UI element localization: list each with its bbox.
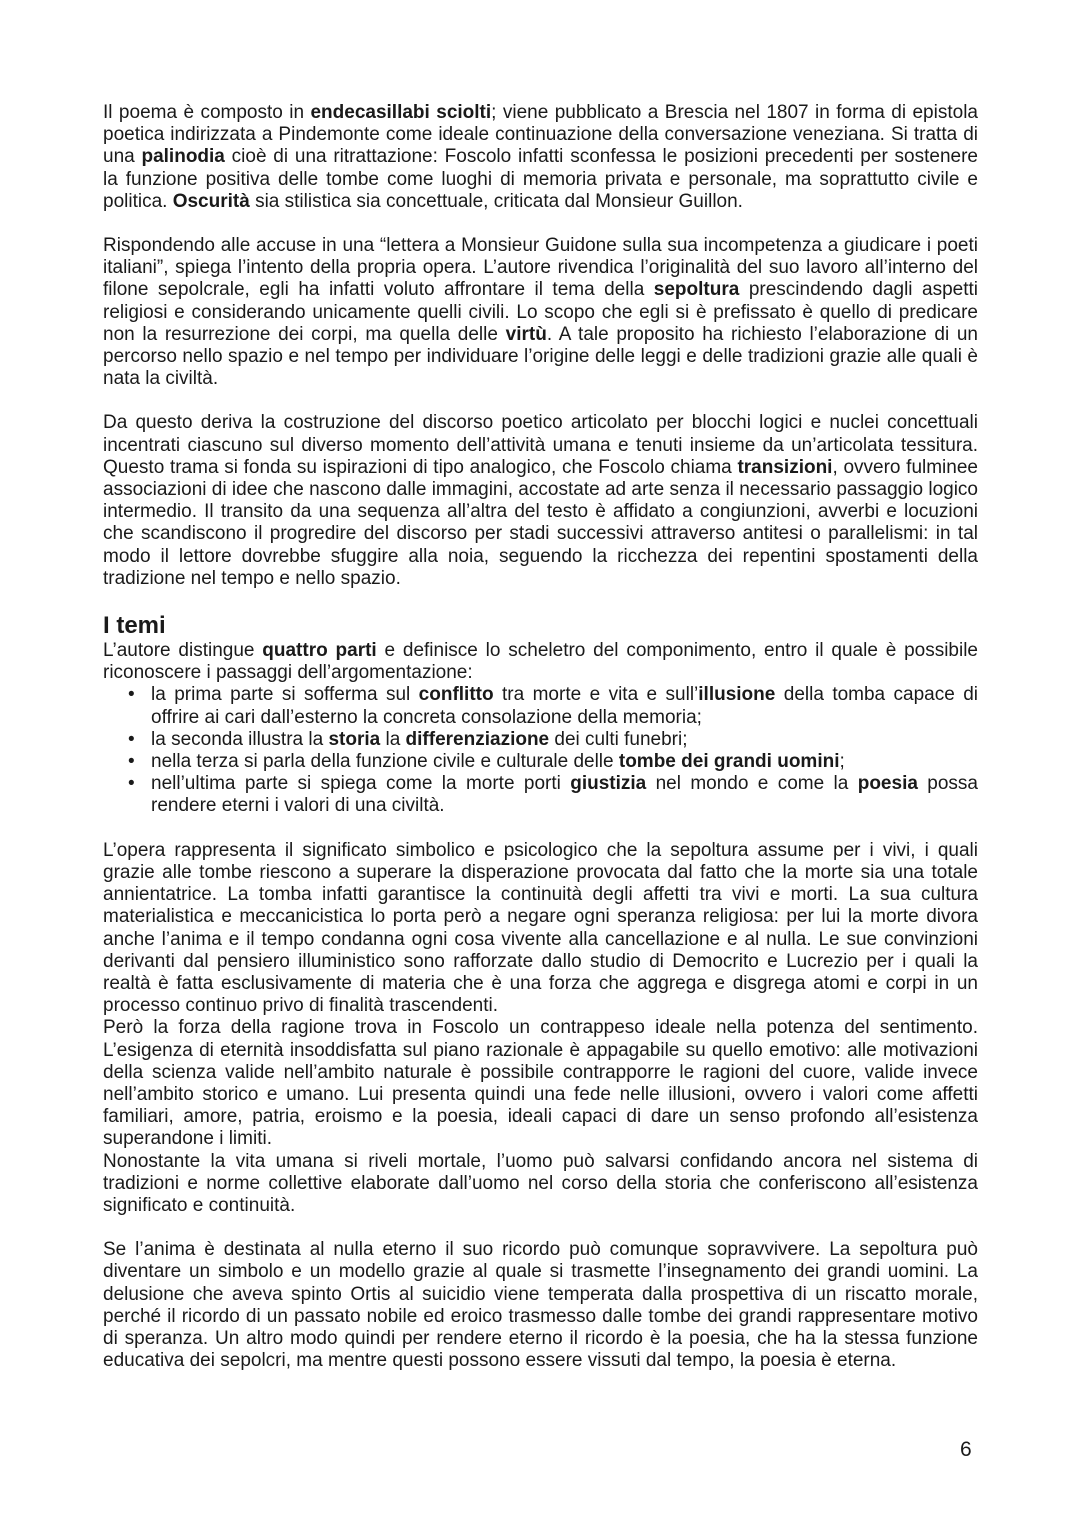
text: Rispondendo alle accuse in una “lettera a Monsieur Guidone sulla sua incompetenza a giudicare i poeti italiani”, spiega l’intento della propria opera. L’autore rivendica l’originalità del suo lavoro all’interno del filone sepolcrale, egli ha infatti voluto affrontare il tema della [103,235,978,301]
bold-term: quattro parti [262,640,377,662]
bold-term: poesia [857,773,918,795]
bold-term: palinodia [141,146,225,168]
bold-term: differenziazione [405,728,550,750]
text: . A tale proposito ha richiesto l’elaborazione di un percorso nello spazio e nel tempo per individuare l’origine delle leggi e delle tradizioni grazie alle quali è nata la civiltà. [103,323,979,390]
paragraph-memory: Se l’anima è destinata al nulla eterno il suo ricordo può comunque sopravvivere. La sepoltura può diventare un simbolo e un modello grazie al quale si trasmette l’insegnamento dei grandi uomini. La delusione che aveva spinto Ortis al suicidio viene temperata dalla prospettiva di un riscatto morale, perché il ricordo di un passato nobile ed eroico trasmesso dalle tombe dei grandi rappresentare motivo di speranza. Un altro modo quindi per rendere eterno il ricordo è la poesia, che ha la stessa funzione educativa dei sepolcri, ma mentre questi possono essere vissuti dal tempo, la poesia è eterna. [103,1239,978,1372]
paragraph-sentiment: Però la forza della ragione trova in Foscolo un contrappeso ideale nella potenza del sentimento. L’esigenza di eternità insoddisfatta sul piano razionale è appagabile su quello emotivo: alle motivazioni della scienza valide nell’ambito naturale è possibile contrapporre le ragioni del cuore, valide invece nell’ambito storico e umano. Lui presenta quindi una fede nelle illusioni, ovvero i valori come affetti familiari, amore, patria, eroismo e la poesia, ideali capaci di dare un senso profondo all’esistenza superandone i limiti. [103,1017,978,1150]
text: tra morte e vita e sull’ [493,684,699,706]
paragraph-traditions: Nonostante la vita umana si riveli mortale, l’uomo può salvarsi confidando ancora nel sistema di tradizioni e norme collettive elaborate dall’uomo nel corso della storia che conferiscono all’esistenza significato e continuità. [103,1150,978,1216]
paragraph-intro [103,102,978,213]
paragraph-parts [103,640,978,684]
list-item [128,728,978,751]
bullet-icon: • [128,728,135,750]
section-heading: I temi [103,612,166,640]
paragraph-response [103,235,978,390]
text: sia stilistica sia concettuale, criticata dal Monsieur Guillon. [249,190,743,212]
list-item [128,773,978,817]
text: cioè di una ritrattazione: Foscolo infatti sconfessa le posizioni precedenti per sostenere la funzione positiva delle tombe come luoghi di memoria privata e personale, ma soprattutto civile e politica. [103,146,978,212]
text: della tomba capace di offrire ai cari dall’esterno la concreta consolazione della memoria; [151,684,979,728]
text: ; [839,751,845,773]
text: Il poema è composto in [103,102,311,123]
bold-term: Oscurità [172,190,250,212]
text: nel mondo e come la [646,773,858,795]
bold-term: sepoltura [653,279,740,301]
text: nella terza si parla della funzione civile e culturale delle [151,751,619,773]
text: , ovvero fulminee associazioni di idee che nascono dalle immagini, accostate ad arte senza il necessario passaggio logico intermedio. Il transito da una sequenza all’altra del testo è affidato a congiunzioni, avverbi e locuzioni che scandiscono il progredire del discorso per stadi successivi attraverso antitesi o parallelismi: in tal modo il lettore dovrebbe sfuggire alla noia, seguendo la ricchezza dei repentini spostamenti della tradizione nel tempo e nello spazio. [103,456,978,589]
bullet-icon: • [128,773,135,795]
document-page [103,102,978,1372]
text: dei culti funebri; [549,728,688,750]
text: la prima parte si sofferma sul [151,684,419,706]
bold-term: giustizia [570,773,647,795]
paragraph-structure [103,412,978,590]
page-number: 6 [960,1438,972,1461]
text: prescindendo dagli aspetti religiosi e considerando unicamente quelli civili. Lo scopo che egli si è prefissato è quello di predicare non la resurrezione dei corpi, ma quella delle [103,279,978,345]
bullet-icon: • [128,684,135,706]
bold-term: tombe dei grandi uomini [618,751,840,773]
list-item [128,684,979,728]
text: e definisce lo scheletro del componimento, entro il quale è possibile riconoscere i passaggi dell’argomentazione: [103,640,978,684]
bold-term: conflitto [418,684,494,706]
bold-term: virtù [505,323,547,345]
bold-term: endecasillabi sciolti [310,102,492,123]
bold-term: illusione [698,684,776,706]
bold-term: storia [328,728,381,750]
text: la seconda illustra la [151,728,329,750]
text: la [380,728,406,750]
text: L’autore distingue [103,640,263,662]
bold-term: transizioni [737,456,833,478]
text: ; viene pubblicato a Brescia nel 1807 in forma di epistola poetica indirizzata a Pindemonte come ideale continuazione della conversazione veneziana. Si tratta di una [103,102,978,168]
text: Da questo deriva la costruzione del discorso poetico articolato per blocchi logici e nuclei concettuali incentrati ciascuno sul diverso momento dell’attività umana e tenuti insieme da un’articolata tessitura. Questo trama si fonda su ispirazioni di tipo analogico, che Foscolo chiama [103,412,978,478]
text: possa rendere eterni i valori di una civiltà. [151,773,978,817]
list-item [128,751,978,773]
bullet-icon: • [128,751,135,773]
paragraph-symbolic: L’opera rappresenta il significato simbolico e psicologico che la sepoltura assume per i vivi, i quali grazie alle tombe riescono a superare la disperazione provocata dal fatto che la morte sia una totale annientatrice. La tomba infatti garantisce la continuità degli affetti tra vivi e morti. La sua cultura materialistica e meccanicistica lo porta però a negare ogni speranza religiosa: per lui la morte divora anche l’anima e il tempo condanna ogni cosa vivente alla cancellazione e al nulla. Le sue convinzioni derivanti dal pensiero illuministico sono rafforzate dallo studio di Democrito e Lucrezio per i quali la realtà è fatta esclusivamente di materia che è una forza che aggrega e disgrega atomi e corpi in un processo continuo privo di finalità trascendenti. [103,839,978,1017]
text: nell’ultima parte si spiega come la morte porti [151,773,571,795]
parts-list [103,684,978,817]
